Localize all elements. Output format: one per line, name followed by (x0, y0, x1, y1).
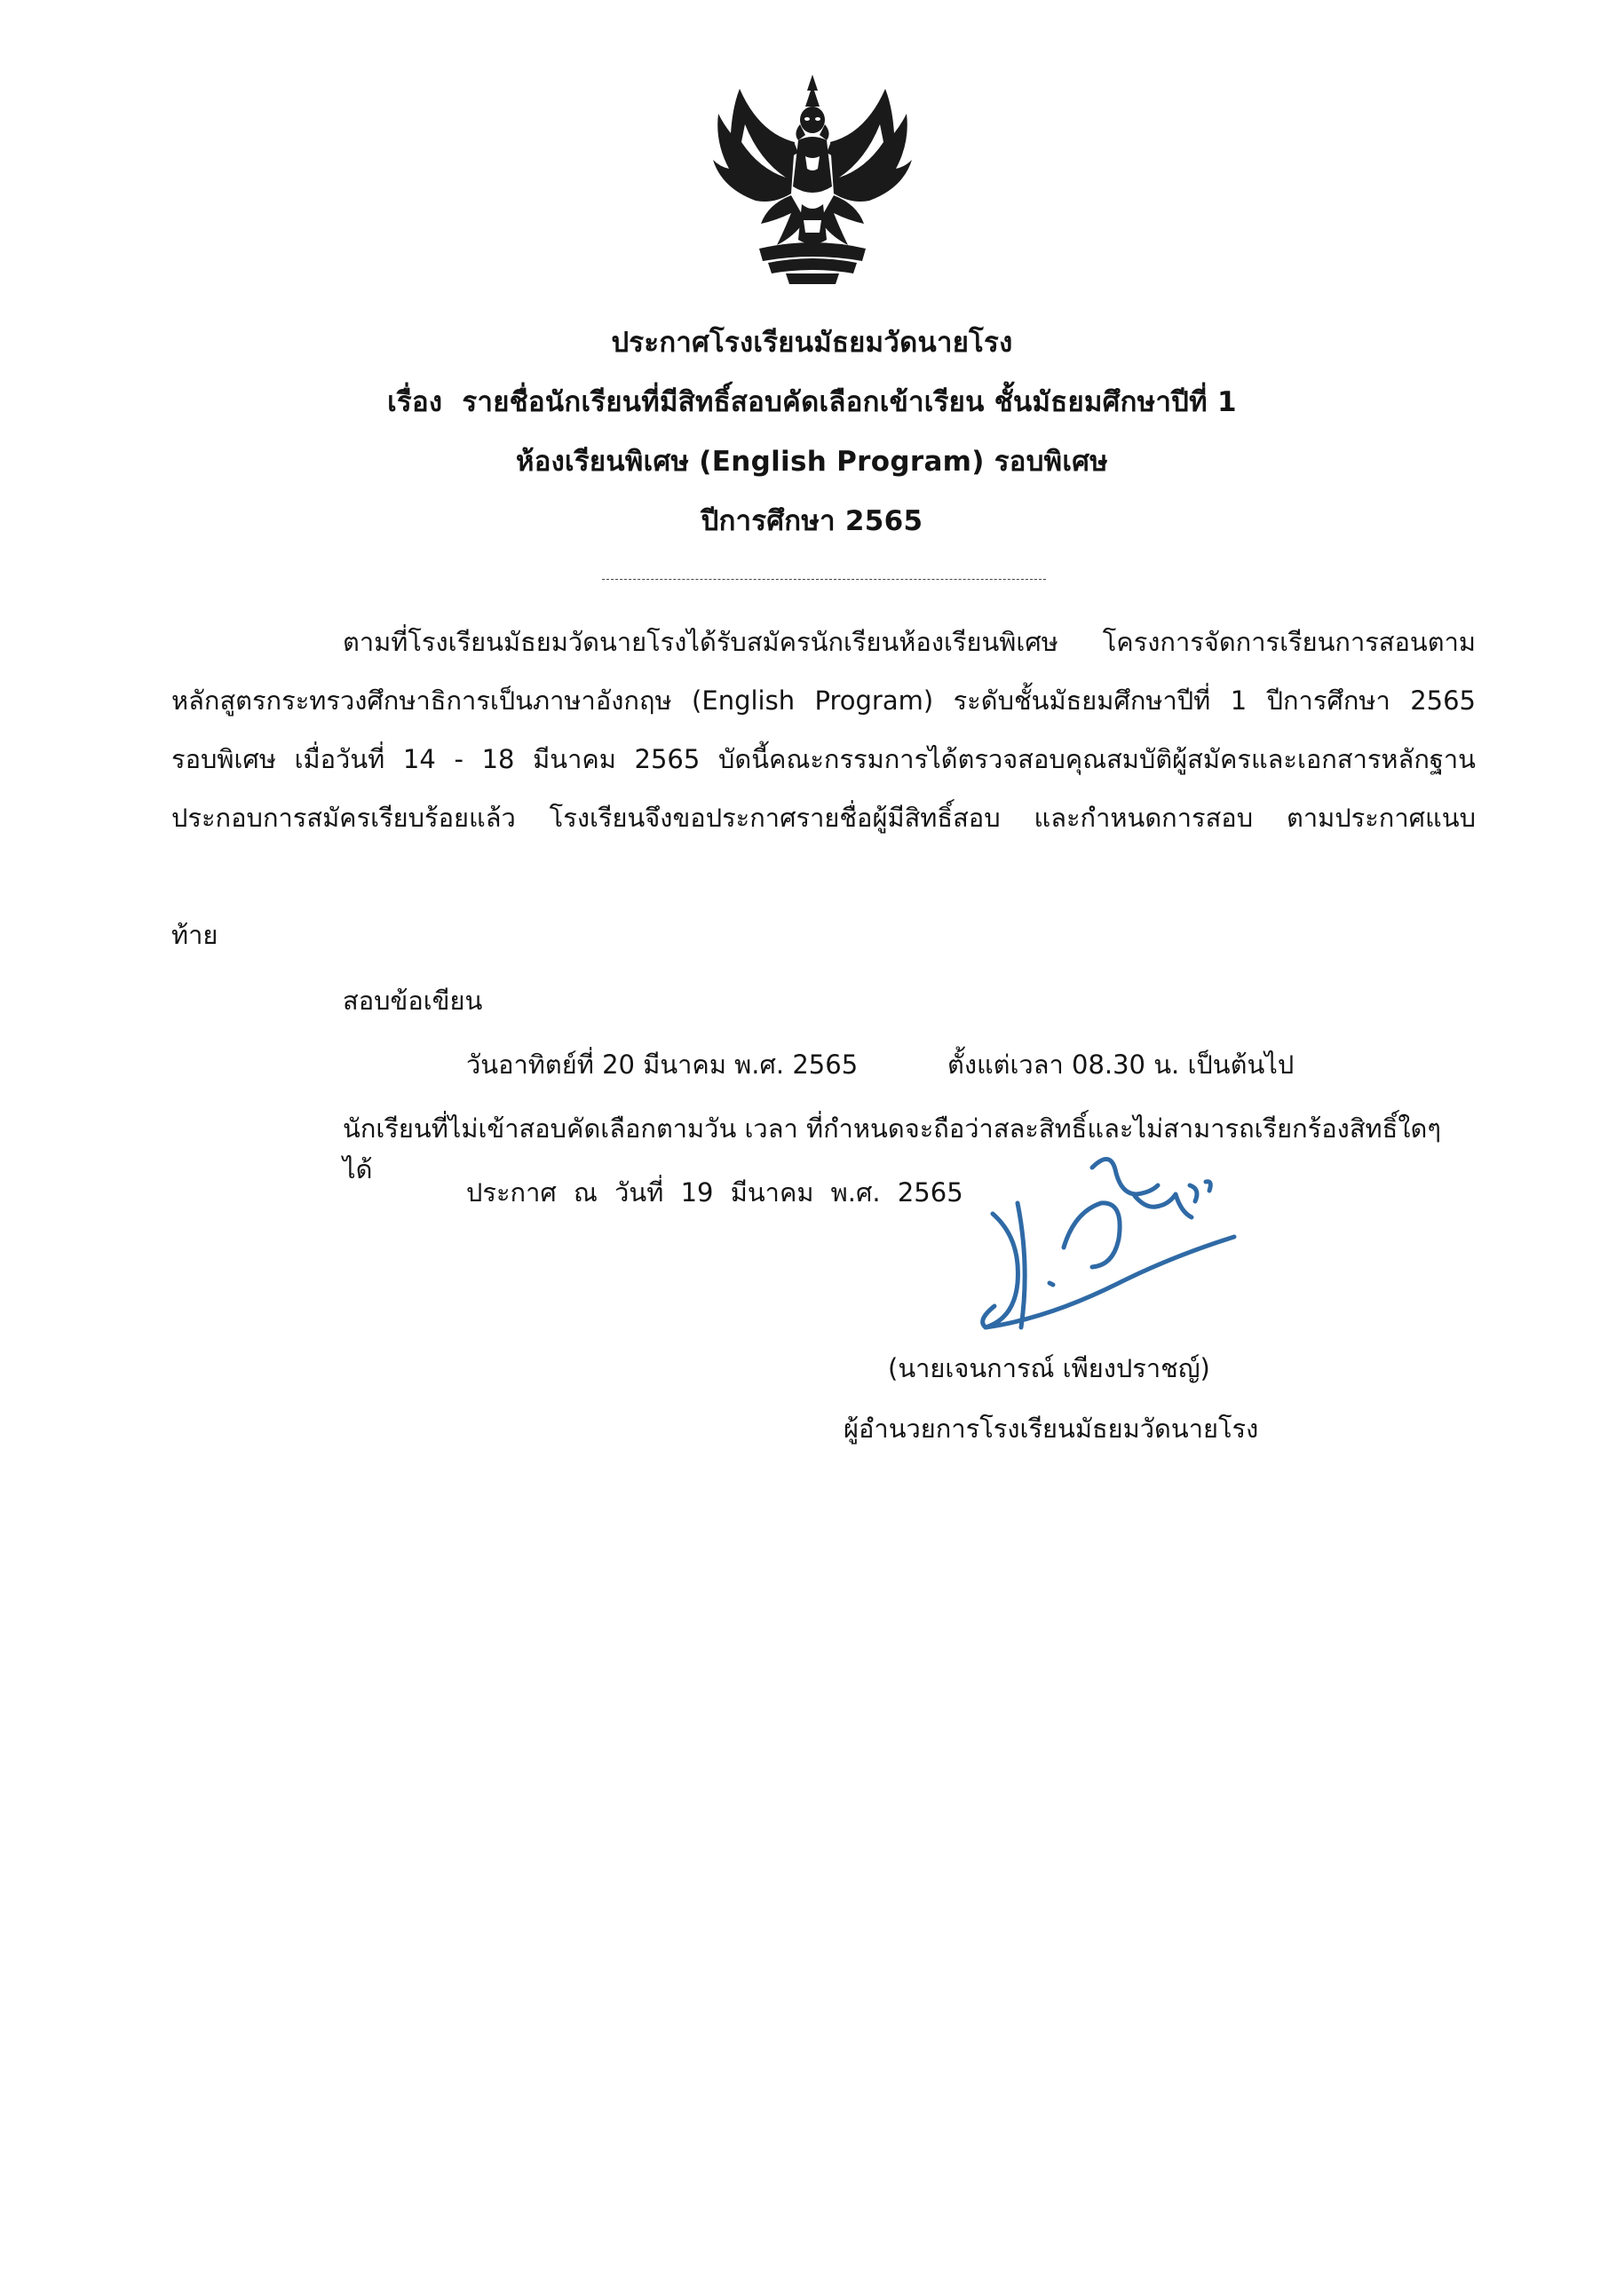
subject-prefix: เรื่อง (387, 386, 443, 418)
signature-icon (968, 1150, 1270, 1363)
paragraph-line: ท้าย (171, 920, 218, 950)
program-line: ห้องเรียนพิเศษ (English Program) รอบพิเศษ (515, 446, 1109, 478)
signer-title: ผู้อำนวยการโรงเรียนมัธยมวัดนายโรง (844, 1414, 1259, 1444)
signer-name: (นายเจนการณ์ เพียงปราชญ์) (888, 1353, 1210, 1383)
exam-heading: สอบข้อเขียน (343, 986, 483, 1016)
exam-time: ตั้งแต่เวลา 08.30 น. เป็นต้นไป (947, 1049, 1295, 1080)
dashed-divider (602, 579, 1046, 580)
garuda-emblem-icon (706, 71, 919, 289)
announcement-date: ประกาศ ณ วันที่ 19 มีนาคม พ.ศ. 2565 (466, 1177, 963, 1208)
paragraph-line: หลักสูตรกระทรวงศึกษาธิการเป็นภาษาอังกฤษ (English Program) ระดับชั้นมัธยมศึกษาปีที่ 1 ปีการศึกษา 2565 (171, 685, 1476, 716)
paragraph-line: ประกอบการสมัครเรียบร้อยแล้ว โรงเรียนจึงขอประกาศรายชื่อผู้มีสิทธิ์สอบ และกำหนดการสอบ ตามประกาศแนบ (171, 803, 1476, 833)
paragraph-line: รอบพิเศษ เมื่อวันที่ 14 - 18 มีนาคม 2565 บัดนี้คณะกรรมการได้ตรวจสอบคุณสมบัติผู้สมัครและเอกสารหลักฐาน (171, 744, 1476, 774)
subject-text: รายชื่อนักเรียนที่มีสิทธิ์สอบคัดเลือกเข้าเรียน ชั้นมัธยมศึกษาปีที่ 1 (462, 386, 1237, 418)
paragraph-line: ตามที่โรงเรียนมัธยมวัดนายโรงได้รับสมัครนักเรียนห้องเรียนพิเศษ โครงการจัดการเรียนการสอนตาม (343, 627, 1476, 657)
forfeit-warning: นักเรียนที่ไม่เข้าสอบคัดเลือกตามวัน เวลา ที่กำหนดจะถือว่าสละสิทธิ์และไม่สามารถเรียกร้องสิทธิ์ใดๆ ได้ (343, 1113, 1441, 1184)
announcement-subject (0, 379, 1624, 424)
academic-year: ปีการศึกษา 2565 (701, 505, 923, 537)
exam-date: วันอาทิตย์ที่ 20 มีนาคม พ.ศ. 2565 (466, 1049, 859, 1080)
announcement-title: ประกาศโรงเรียนมัธยมวัดนายโรง (611, 327, 1013, 359)
